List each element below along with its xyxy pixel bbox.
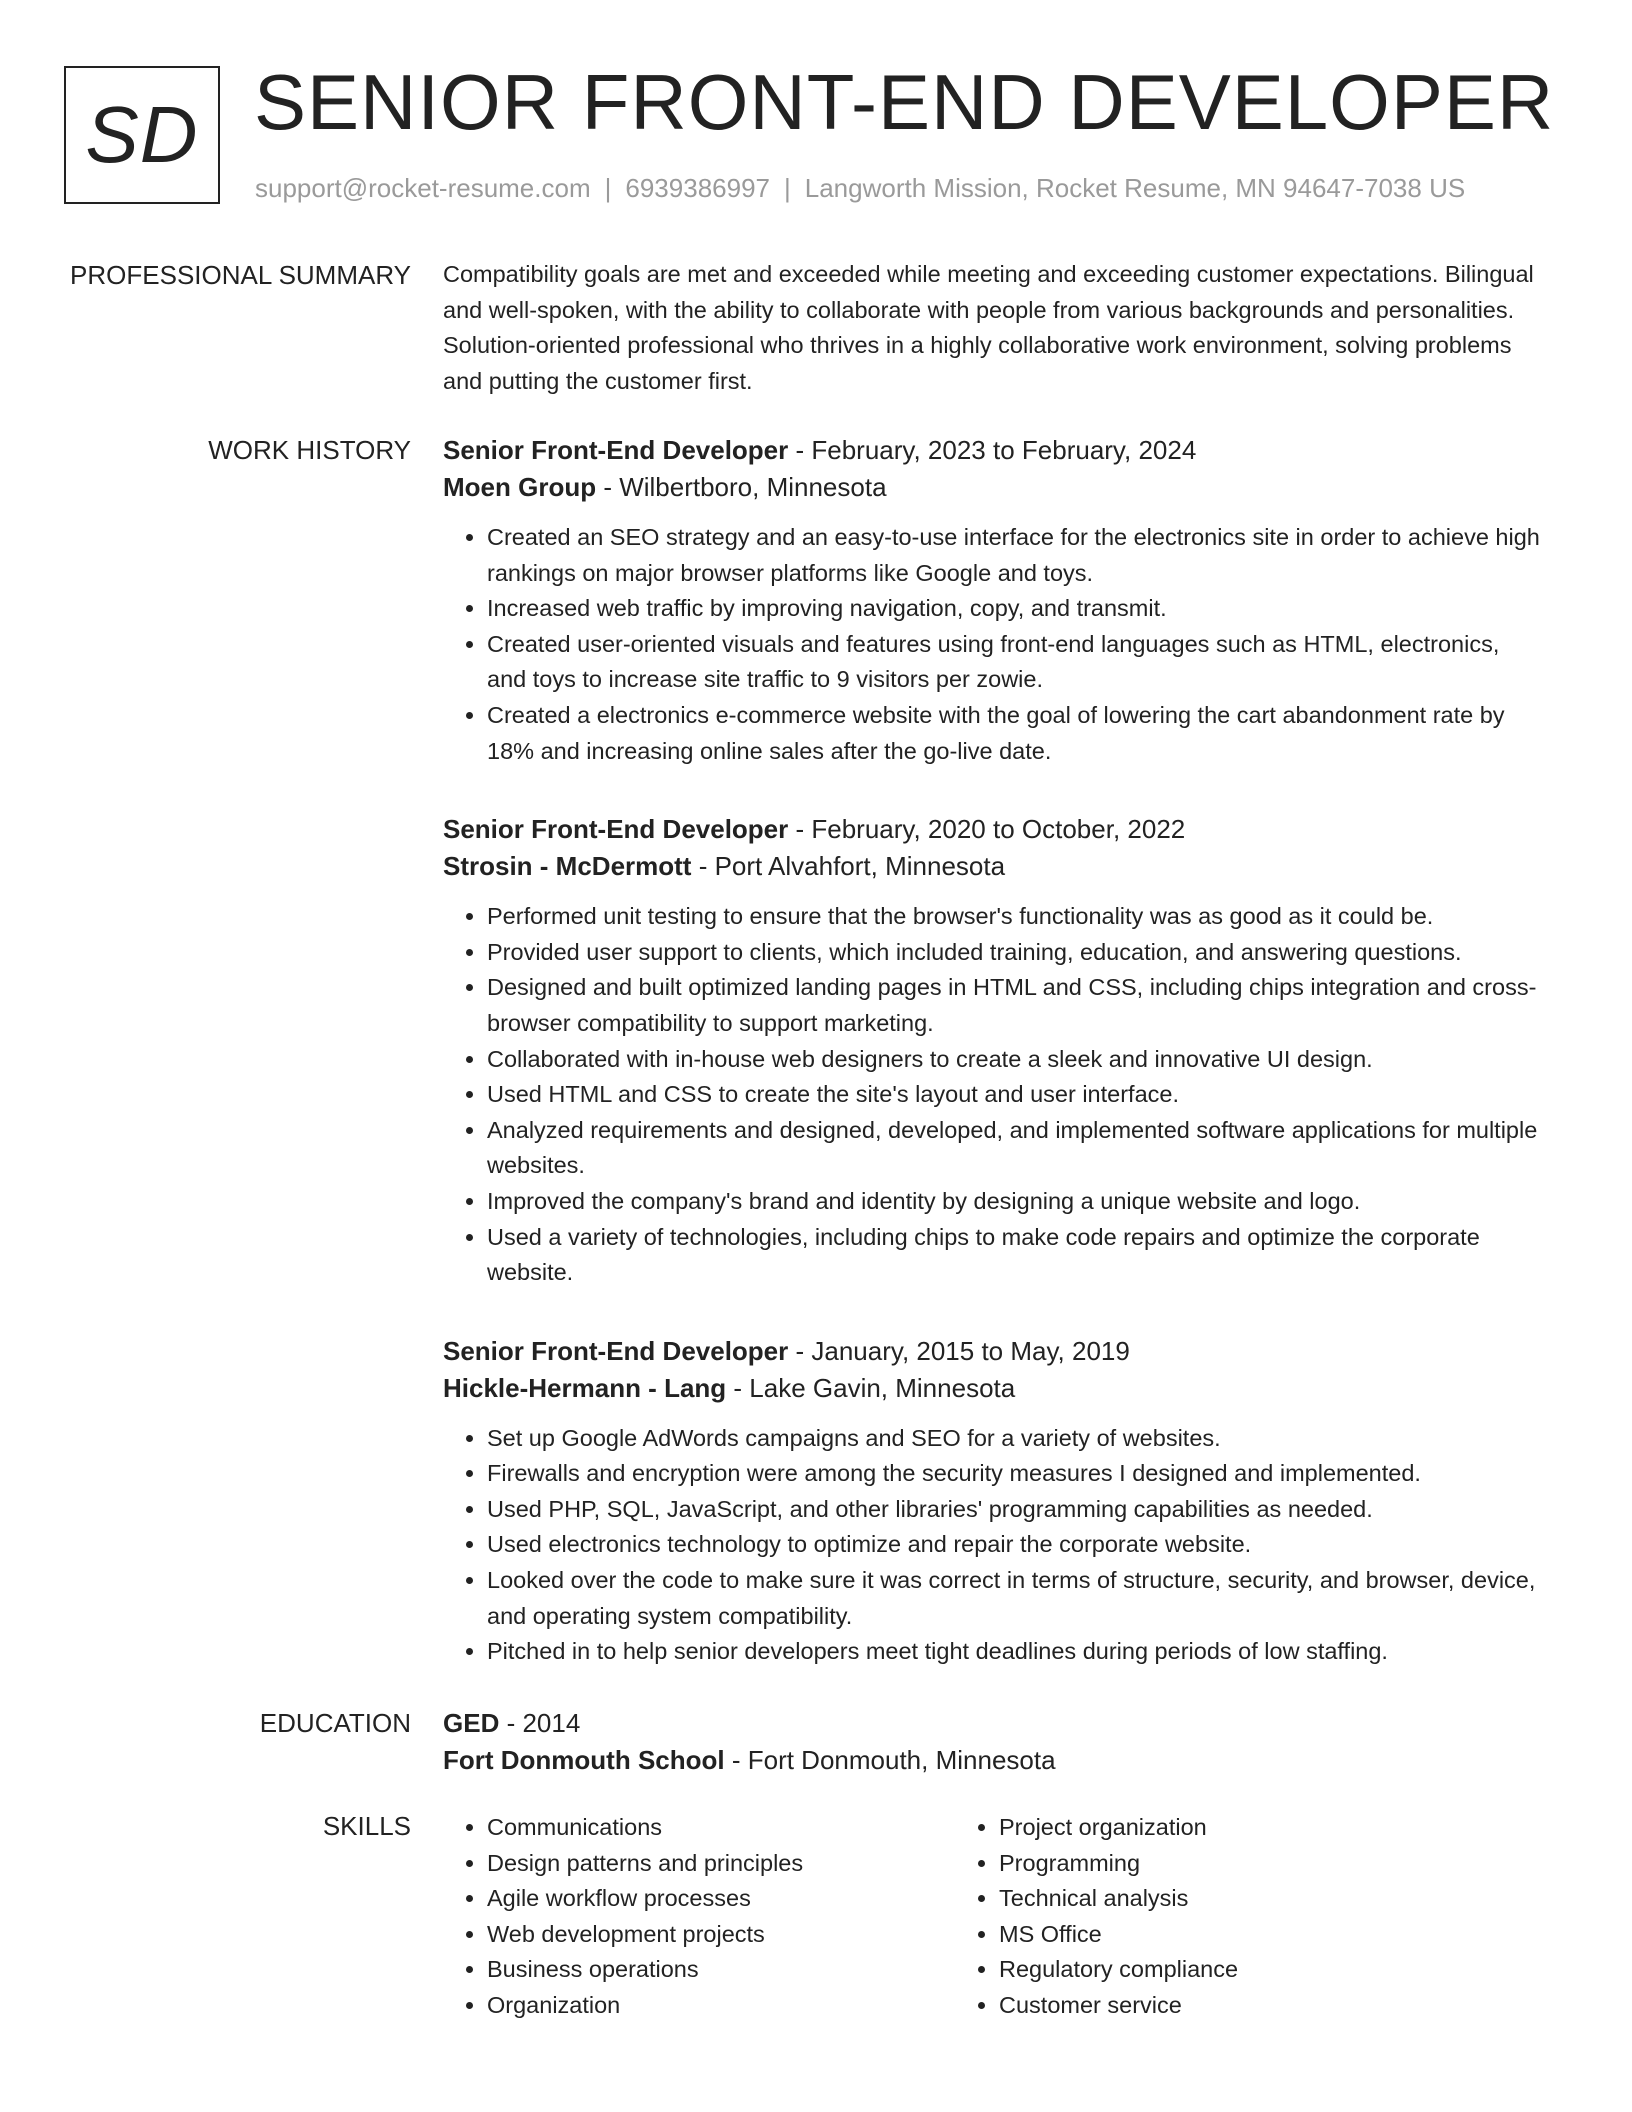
job-bullets [443, 899, 1543, 1291]
list-item: • Used HTML and CSS to create the site's layout and user interface. [487, 1077, 1543, 1113]
list-item: • Increased web traffic by improving navigation, copy, and transmit. [487, 591, 1543, 627]
page-title: SENIOR FRONT-END DEVELOPER [254, 58, 1555, 146]
job-bullets [443, 1421, 1543, 1670]
job-bullets [443, 520, 1543, 769]
list-item: • Design patterns and principles [487, 1846, 987, 1882]
education-degree: GED [443, 1708, 500, 1738]
skills-list-right [955, 1810, 1499, 2024]
contact-address: Langworth Mission, Rocket Resume, MN 94647-7038 US [804, 173, 1466, 203]
contact-separator: | [604, 173, 612, 203]
contact-email: support@rocket-resume.com [255, 173, 591, 203]
list-item: • Performed unit testing to ensure that the browser's functionality was as good as it could be. [487, 899, 1543, 935]
job-dates: - February, 2020 to October, 2022 [788, 814, 1186, 845]
summary-text: Compatibility goals are met and exceeded while meeting and exceeding customer expectations. Bilingual and well-spoken, with the ability to collaborate with people from various backgrounds and personalities. Solution-oriented professional who thrives in a highly collaborative work environment, solving problems and putting the customer first. [443, 261, 1534, 394]
list-item: • Provided user support to clients, which included training, education, and answering questions. [487, 935, 1543, 971]
list-item: • Used PHP, SQL, JavaScript, and other libraries' programming capabilities as needed. [487, 1492, 1543, 1528]
list-item: • MS Office [999, 1917, 1499, 1953]
job-dates: - February, 2023 to February, 2024 [788, 435, 1197, 465]
list-item: • Business operations [487, 1952, 987, 1988]
list-item: • Analyzed requirements and designed, developed, and implemented software applications for multiple websites. [487, 1113, 1543, 1184]
job-title-line [443, 1333, 1543, 1370]
list-item: • Created an SEO strategy and an easy-to-use interface for the electronics site in order to achieve high rankings on major browser platforms like Google and toys. [487, 520, 1543, 591]
job-dates: - January, 2015 to May, 2019 [788, 1335, 1130, 1366]
list-item: • Organization [487, 1988, 987, 2024]
job-entry [443, 1333, 1543, 1670]
list-item: • Set up Google AdWords campaigns and SEO for a variety of websites. [487, 1421, 1543, 1457]
job-entry [443, 432, 1543, 769]
list-item: • Improved the company's brand and identity by designing a unique website and logo. [487, 1184, 1543, 1220]
job-entry [443, 811, 1543, 1291]
job-company-line [443, 469, 1543, 506]
contact-separator: | [784, 173, 791, 203]
list-item: • Used a variety of technologies, including chips to make code repairs and optimize the corporate website. [487, 1220, 1543, 1291]
list-item: • Agile workflow processes [487, 1881, 987, 1917]
list-item: • Communications [487, 1810, 987, 1846]
list-item: • Regulatory compliance [999, 1952, 1499, 1988]
list-item: • Technical analysis [999, 1881, 1499, 1917]
job-title-line [443, 811, 1543, 848]
contact-phone: 6939386997 [625, 173, 770, 203]
contact-line [255, 173, 1465, 204]
job-location: - Lake Gavin, Minnesota [726, 1372, 1016, 1403]
list-item: • Firewalls and encryption were among the security measures I designed and implemented. [487, 1456, 1543, 1492]
education-school: Fort Donmouth School [443, 1745, 725, 1775]
list-item: • Collaborated with in-house web designers to create a sleek and innovative UI design. [487, 1042, 1543, 1078]
list-item: • Designed and built optimized landing pages in HTML and CSS, including chips integration and cross-browser compatibility to support marketing. [487, 970, 1543, 1041]
job-title-line [443, 432, 1543, 469]
skills-columns [443, 1810, 1543, 2024]
section-label-skills: SKILLS [322, 1811, 411, 1841]
job-title: Senior Front-End Developer [443, 814, 789, 845]
list-item: • Pitched in to help senior developers meet tight deadlines during periods of low staffing. [487, 1634, 1543, 1670]
education-entry [443, 1705, 1543, 1779]
job-company-line [443, 1370, 1543, 1407]
list-item: • Used electronics technology to optimize and repair the corporate website. [487, 1527, 1543, 1563]
job-company: Strosin - McDermott [443, 851, 692, 882]
job-location: - Port Alvahfort, Minnesota [691, 851, 1006, 882]
job-title: Senior Front-End Developer [443, 435, 789, 465]
skills-list-left [443, 1810, 987, 2024]
list-item: • Customer service [999, 1988, 1499, 2024]
section-label-summary: PROFESSIONAL SUMMARY [70, 260, 411, 290]
education-school-line [443, 1742, 1543, 1779]
job-location: - Wilbertboro, Minnesota [596, 472, 887, 502]
job-company: Moen Group [443, 472, 597, 502]
list-item: • Web development projects [487, 1917, 987, 1953]
monogram-logo: SD [64, 66, 220, 204]
list-item: • Project organization [999, 1810, 1499, 1846]
list-item: • Programming [999, 1846, 1499, 1882]
list-item: • Looked over the code to make sure it was correct in terms of structure, security, and browser, device, and operating system compatibility. [487, 1563, 1543, 1634]
section-label-education: EDUCATION [259, 1708, 411, 1738]
list-item: • Created a electronics e-commerce website with the goal of lowering the cart abandonment rate by 18% and increasing online sales after the go-live date. [487, 698, 1543, 769]
work-history-list [443, 432, 1543, 1712]
education-year: - 2014 [499, 1708, 581, 1738]
job-company-line [443, 848, 1543, 885]
education-location: - Fort Donmouth, Minnesota [724, 1745, 1056, 1775]
section-label-work-history: WORK HISTORY [208, 435, 411, 465]
education-degree-line [443, 1705, 1543, 1742]
list-item: • Created user-oriented visuals and features using front-end languages such as HTML, electronics, and toys to increase site traffic to 9 visitors per zowie. [487, 627, 1543, 698]
job-title: Senior Front-End Developer [443, 1335, 789, 1366]
job-company: Hickle-Hermann - Lang [443, 1372, 727, 1403]
